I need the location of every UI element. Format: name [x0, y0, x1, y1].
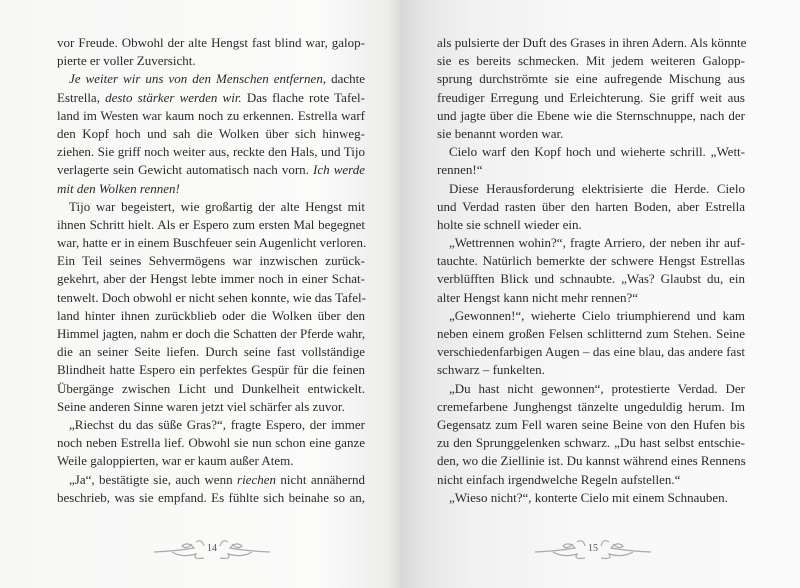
- text-line: [57, 180, 365, 198]
- body-text: Gegensatz zum Fell waren seine Beine von den Hufen bis: [437, 416, 745, 432]
- italic-text: Je weiter wir uns von den Menschen entfernen: [69, 71, 323, 87]
- body-text: nicht einfach irgendwelche Regeln aufstellen.“: [437, 471, 681, 487]
- body-text: „Wieso nicht?“, konterte Cielo mit einem Schnauben.: [449, 489, 728, 505]
- body-text: „Ja“, bestätigte sie, auch wenn: [69, 471, 238, 487]
- italic-text: riechen: [237, 471, 276, 487]
- body-text: ziehen. Sie griff noch weiter aus, reckte den Hals, und Tijo: [57, 144, 365, 160]
- body-text: gekehrt, aber der Hengst lebte immer noch in einer Schat-: [57, 271, 365, 287]
- body-text: land im Westen war kaum noch zu erkennen. Estrella warf: [57, 107, 365, 123]
- body-text: „Riechst du das süße Gras?“, fragte Espero, der immer: [69, 416, 365, 432]
- text-line: [437, 52, 745, 70]
- body-text: verlagerte sein Gewicht automatisch nach vorn.: [57, 162, 313, 178]
- text-line: [57, 89, 365, 107]
- body-text: sie es bereits schmecken. Mit jedem weiteren Galopp-: [437, 53, 745, 69]
- text-line: [57, 143, 365, 161]
- text-line: [437, 343, 745, 361]
- body-text: Übergänge zwischen Licht und Dunkelheit entwickelt.: [57, 380, 365, 396]
- text-line: [437, 270, 745, 288]
- text-line: [437, 434, 745, 452]
- body-text: pierte er voller Zuversicht.: [57, 53, 196, 69]
- body-text: Himmel jagten, nahm er doch die Schatten der Pferde wahr,: [57, 326, 365, 341]
- body-text: den, wo die Ziellinie ist. Du kannst während eines Rennens: [437, 453, 746, 469]
- text-line: [437, 361, 745, 379]
- body-text: war, hatte er in einem Buschfeuer sein Augenlicht verloren.: [57, 235, 367, 251]
- text-line: [57, 416, 365, 434]
- body-text: sprung durchströmte sie eine aufregende Mischung aus: [437, 71, 745, 87]
- body-text: Estrella,: [57, 89, 106, 105]
- body-text: schwarz – funkelten.: [437, 362, 545, 378]
- page-number-ornament: [152, 538, 272, 562]
- body-text: Diese Herausforderung elektrisierte die Herde. Cielo: [449, 180, 745, 196]
- text-line: [57, 270, 365, 288]
- body-text: verblüfften Blick und schnaubte. „Was? Glaubst du, ein: [437, 271, 745, 287]
- text-line: [57, 198, 365, 216]
- text-line: [57, 216, 365, 234]
- text-line: [57, 234, 365, 252]
- body-text: sie benannt worden war.: [437, 125, 564, 141]
- text-line: [437, 252, 745, 270]
- right-page: [400, 0, 800, 588]
- text-line: [437, 489, 745, 507]
- italic-text: Ich werde: [313, 162, 365, 178]
- text-line: [437, 161, 745, 179]
- page-number: 15: [588, 543, 598, 554]
- text-line: [437, 289, 745, 307]
- text-line: [437, 125, 745, 143]
- text-line: [57, 325, 365, 343]
- body-text: tenwelt. Doch obwohl er nicht sehen konnte, wie das Tafel-: [57, 289, 366, 305]
- text-line: [437, 398, 745, 416]
- body-text: Cielo warf den Kopf hoch und wieherte schrill. „Wett-: [449, 144, 745, 160]
- text-line: [57, 398, 365, 416]
- body-text: beschrieb, was sie empfand. Es fühlte sich beinahe so an,: [57, 489, 365, 505]
- text-line: [437, 307, 745, 325]
- text-line: [437, 416, 745, 434]
- body-text: holte sie schnell wieder ein.: [437, 216, 582, 232]
- body-text: neben einem großen Felsen schlitternd zum Stehen. Seine: [437, 326, 745, 341]
- page-number-ornament: [533, 538, 653, 562]
- page-number: 14: [207, 543, 217, 554]
- text-line: [57, 361, 365, 379]
- body-text: Seine anderen Sinne waren jetzt viel schärfer als zuvor.: [57, 398, 345, 414]
- body-text: Blindheit hatte Espero ein perfektes Gespür für die feinen: [57, 362, 365, 378]
- text-line: [437, 216, 745, 234]
- body-text: als pulsierte der Duft des Grases in ihren Adern. Als könnte: [437, 35, 747, 50]
- body-text: freudiger Erregung und Erleichterung. Sie griff weit aus: [437, 89, 745, 105]
- text-line: [437, 452, 745, 470]
- page-text: [57, 34, 365, 507]
- body-text: „Wettrennen wohin?“, fragte Arriero, der neben ihr auf-: [449, 235, 745, 251]
- body-text: Weile galoppierten, war er kaum außer Atem.: [57, 453, 294, 469]
- text-line: [57, 252, 365, 270]
- text-line: [57, 434, 365, 452]
- body-text: nicht annähernd: [276, 471, 366, 487]
- body-text: land hinter ihnen zurückblieb oder die Wolken über den: [57, 307, 365, 323]
- text-line: [437, 234, 745, 252]
- text-line: [57, 70, 365, 88]
- text-line: [437, 143, 745, 161]
- body-text: ihnen Schritt hielt. Als er Espero zum ersten Mal begegnet: [57, 216, 365, 232]
- body-text: verschiedenfarbigen Augen – das eine blau, das andere fast: [437, 344, 745, 360]
- body-text: den Kopf hoch und sah die Wolken über sich hinweg-: [57, 125, 365, 141]
- text-line: [57, 380, 365, 398]
- text-line: [437, 325, 745, 343]
- body-text: die an seiner Seite liefen. Durch seine fast vollständige: [57, 344, 365, 360]
- body-text: cremefarbene Junghengst tänzelte ungeduldig herum. Im: [437, 398, 745, 414]
- body-text: tauchte. Natürlich bemerkte der schwere Hengst Estrellas: [437, 253, 745, 269]
- text-line: [57, 307, 365, 325]
- text-line: [57, 34, 365, 52]
- body-text: noch neben Estrella lief. Obwohl sie nun schon eine ganze: [57, 435, 365, 451]
- text-line: [437, 70, 745, 88]
- body-text: alter Hengst kann nicht mehr rennen?“: [437, 289, 639, 305]
- text-line: [57, 52, 365, 70]
- text-line: [437, 471, 745, 489]
- body-text: vor Freude. Obwohl der alte Hengst fast blind war, galop-: [57, 35, 365, 50]
- text-line: [57, 289, 365, 307]
- body-text: „Gewonnen!“, wieherte Cielo triumphierend und kam: [449, 307, 745, 323]
- text-line: [437, 34, 745, 52]
- text-line: [57, 161, 365, 179]
- body-text: rennen!“: [437, 162, 483, 178]
- text-line: [57, 125, 365, 143]
- text-line: [437, 180, 745, 198]
- text-line: [437, 380, 745, 398]
- body-text: zu den Sprunggelenken schwarz. „Du hast selbst entschie-: [437, 435, 745, 451]
- body-text: Tijo war begeistert, wie großartig der alte Hengst mit: [69, 198, 365, 214]
- text-line: [57, 343, 365, 361]
- body-text: und jagte über die Ebene wie die Sternschnuppe, nach der: [437, 107, 745, 123]
- body-text: , dachte: [322, 71, 366, 87]
- text-line: [57, 489, 365, 507]
- text-line: [57, 452, 365, 470]
- body-text: „Du hast nicht gewonnen“, protestierte Verdad. Der: [449, 380, 745, 396]
- body-text: Das flache rote Tafel-: [241, 89, 365, 105]
- body-text: Ein Teil seines Sehvermögens war inzwischen zurück-: [57, 253, 365, 269]
- text-line: [437, 198, 745, 216]
- italic-text: desto stärker werden wir.: [105, 89, 242, 105]
- text-line: [437, 107, 745, 125]
- text-line: [57, 471, 365, 489]
- page-text: [437, 34, 745, 507]
- text-line: [437, 89, 745, 107]
- italic-text: mit den Wolken rennen!: [57, 180, 180, 196]
- text-line: [57, 107, 365, 125]
- body-text: und Verdad rasten über den harten Boden, aber Estrella: [437, 198, 745, 214]
